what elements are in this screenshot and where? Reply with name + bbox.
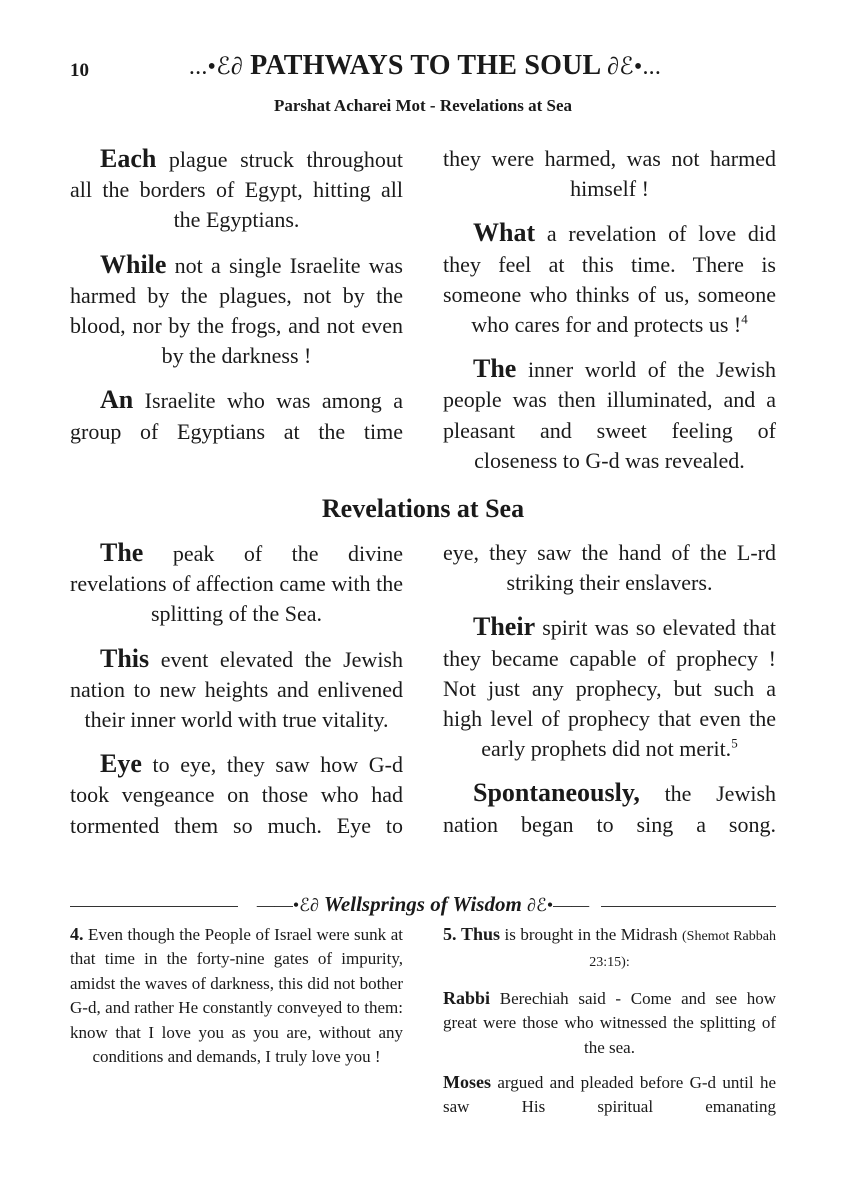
footnote-text: Berechiah said - Come and see how great were those who witnessed the splitting of the sea. <box>443 988 776 1057</box>
mid-left-column <box>70 538 403 855</box>
running-title <box>130 50 720 82</box>
mid-text-columns <box>70 538 776 855</box>
paragraph-text: eye, they saw the hand of the L-rd striking their enslavers. <box>443 540 776 596</box>
flourish-left-ornament: ...•ℰ∂ <box>188 54 243 80</box>
footnote <box>70 922 403 1069</box>
paragraph-text: they were harmed, was not harmed himself ! <box>443 146 776 202</box>
paragraph-text: spirit was so elevated that they became capable of prophecy ! Not just any prophecy, but such a high level of prophecy that even the early prophets did not merit. <box>443 615 776 762</box>
lead-word: An <box>100 385 134 415</box>
lead-word: Rabbi <box>443 987 491 1008</box>
lead-word: This <box>100 643 150 673</box>
paragraph <box>443 354 776 476</box>
top-left-column <box>70 144 403 490</box>
footnote-number: 4. <box>70 924 84 944</box>
paragraph <box>70 538 403 630</box>
lead-word: Moses <box>443 1072 491 1093</box>
lead-word: What <box>473 218 536 248</box>
divider-title: Wellsprings of Wisdom <box>323 892 522 916</box>
lead-word: Each <box>100 144 157 173</box>
paragraph <box>70 144 403 236</box>
footnote-text: Even though the People of Israel were sunk at that time in the forty-nine gates of impurity, amidst the waves of darkness, this did not bother G-d, and rather He constantly conveyed to them: know that I love you as you are, without any conditions and demands, I truly love you ! <box>70 925 403 1067</box>
paragraph <box>70 250 403 372</box>
lead-word: Spontaneously, <box>473 778 640 808</box>
lead-word: The <box>473 354 517 384</box>
footnote-divider <box>70 892 776 922</box>
top-text-columns <box>70 144 776 490</box>
lead-word: Their <box>473 612 536 642</box>
footnote-paragraph <box>443 986 776 1060</box>
lead-word: Eye <box>100 749 142 779</box>
footnote-left-column <box>70 922 403 1130</box>
flourish-right-ornament: ∂ℰ•... <box>607 54 662 80</box>
footnote-source: (Shemot Rabbah 23:15): <box>589 929 776 971</box>
paragraph <box>443 538 776 598</box>
paragraph-text: Israelite who was among a group of Egyptians at the time <box>70 388 403 444</box>
footnote-text: argued and pleaded before G-d until he saw His spiritual emanating <box>443 1073 776 1117</box>
divider-label <box>70 892 776 917</box>
footnote-columns <box>70 922 776 1130</box>
footnote-reference: 5 <box>731 735 738 751</box>
paragraph-text: the Jewish nation began to sing a song. <box>443 781 776 837</box>
lead-word: While <box>100 249 167 279</box>
footnote <box>443 922 776 976</box>
paragraph-text: peak of the divine revelations of affection came with the splitting of the Sea. <box>70 541 403 627</box>
footnote-right-column <box>443 922 776 1130</box>
lead-word: The <box>100 538 144 567</box>
divider-ornament-left: ——•ℰ∂ <box>256 895 319 915</box>
paragraph <box>443 144 776 204</box>
page-number: 10 <box>70 60 89 81</box>
paragraph <box>70 385 403 446</box>
footnote-number: 5. Thus <box>443 924 500 944</box>
paragraph <box>443 218 776 340</box>
paragraph <box>443 612 776 764</box>
paragraph <box>70 749 403 841</box>
book-title: PATHWAYS TO THE SOUL <box>250 50 600 81</box>
paragraph <box>70 644 403 736</box>
chapter-subtitle: Parshat Acharei Mot - Revelations at Sea <box>273 96 573 115</box>
paragraph-text: not a single Israelite was harmed by the plagues, not by the blood, nor by the frogs, and not even by the darkness ! <box>70 252 403 369</box>
footnote-reference: 4 <box>741 311 748 327</box>
footnote-paragraph <box>443 1070 776 1120</box>
paragraph-text: to eye, they saw how G-d took vengeance on those who had tormented them so much. Eye to <box>70 752 403 838</box>
top-right-column <box>443 144 776 490</box>
paragraph <box>443 778 776 839</box>
paragraph-text: plague struck throughout all the borders of Egypt, hitting all the Egyptians. <box>70 147 403 233</box>
footnote-text: is brought in the Midrash <box>499 925 682 944</box>
paragraph-text: a revelation of love did they feel at this time. There is someone who thinks of us, someone who cares for and protects us ! <box>443 221 776 338</box>
divider-ornament-right: ∂ℰ•—— <box>527 895 590 915</box>
section-heading: Revelations at Sea <box>321 494 525 523</box>
mid-right-column <box>443 538 776 855</box>
paragraph-text: inner world of the Jewish people was then illuminated, and a pleasant and sweet feeling of closeness to G-d was revealed. <box>443 357 776 473</box>
paragraph-text: event elevated the Jewish nation to new heights and enlivened their inner world with true vitality. <box>70 646 403 733</box>
